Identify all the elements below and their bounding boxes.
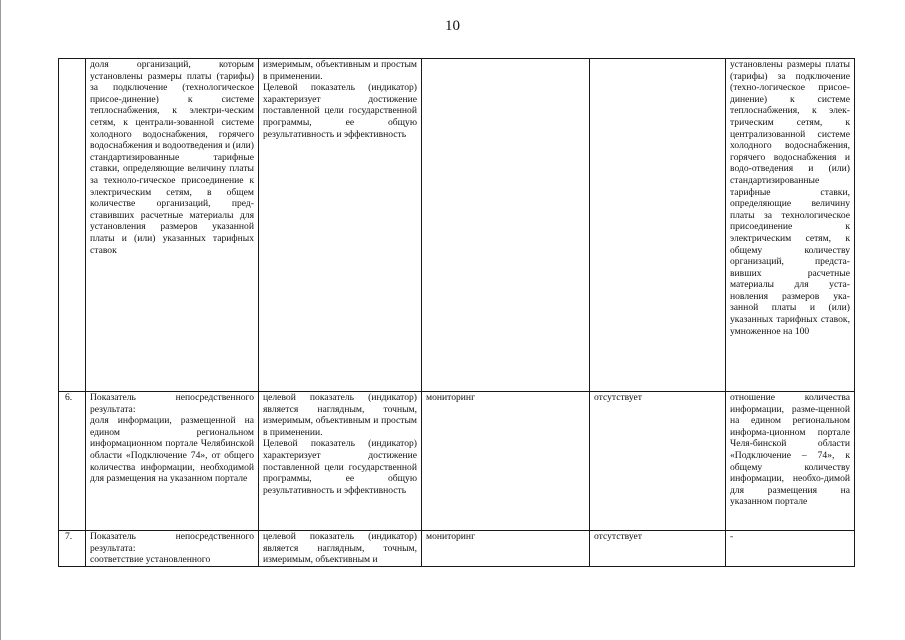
page-number: 10 <box>445 18 460 34</box>
base-cell: отсутствует <box>590 392 726 531</box>
justification-cell: целевой показатель (индикатор) является наглядным, точным, измеримым, объективным и простым в применении. Целевой показатель (индикатор) характеризует достижение поставленной цели государственной программы, ее общую результативность и эффективность <box>259 392 422 531</box>
base-cell <box>590 59 726 392</box>
justification-cell: целевой показатель (индикатор) является наглядным, точным, измеримым, объективным и <box>259 531 422 567</box>
indicator-cell: доля организаций, которым установлены размеры платы (тарифы) за подключение (технологическое присое-динение) к системе теплоснабжения, к электри-ческим сетям, к централи-зованной системе холодного водоснабжения, горячего водоснабжения и водоотведения и (или) стандартизированные тарифные ставки, определяющие величину платы за техноло-гическое присоединение к электрическим сетям, в общем количестве организаций, пред-ставивших расчетные материалы для установления размеров указанной платы и (или) указанных тарифных ставок <box>86 59 259 392</box>
formula-cell: - <box>726 531 855 567</box>
row-number-cell: 7. <box>59 531 86 567</box>
row-number-cell <box>59 59 86 392</box>
indicators-table <box>58 58 855 567</box>
formula-cell: отношение количества информации, разме-щенной на едином региональном информа-ционном портале Челя-бинской области «Подключение – 74», к общему количеству информации, необхо-димой для размещения на указанном портале <box>726 392 855 531</box>
base-cell: отсутствует <box>590 531 726 567</box>
indicator-cell: Показатель непосредственного результата: доля информации, размещенной на едином региональном информационном портале Челябинской области «Подключение 74», от общего количества информации, необходимой для размещения на указанном портале <box>86 392 259 531</box>
table-row-6 <box>59 392 855 531</box>
method-cell: мониторинг <box>422 531 590 567</box>
indicator-cell: Показатель непосредственного результата: соответствие установленного <box>86 531 259 567</box>
formula-cell: установлены размеры платы (тарифы) за подключение (техно-логическое присое-динение) к системе теплоснабжения, к элек-трическим сетям, к централизованной системе холодного водоснабжения, горячего водоснабжения и водо-отведения и (или) стандартизированные тарифные ставки, определяющие величину платы за технологическое присоединение к электрическим сетям, к общему количеству организаций, предста-вивших расчетные материалы для уста-новления размеров ука-занной платы и (или) указанных тарифных ставок, умноженное на 100 <box>726 59 855 392</box>
scan-edge-line <box>0 0 1 640</box>
method-cell <box>422 59 590 392</box>
table-row-continued <box>59 59 855 392</box>
row-number-cell: 6. <box>59 392 86 531</box>
justification-cell: измеримым, объективным и простым в применении. Целевой показатель (индикатор) характеризует достижение поставленной цели государственной программы, ее общую результативность и эффективность <box>259 59 422 392</box>
table-row-7 <box>59 531 855 567</box>
method-cell: мониторинг <box>422 392 590 531</box>
